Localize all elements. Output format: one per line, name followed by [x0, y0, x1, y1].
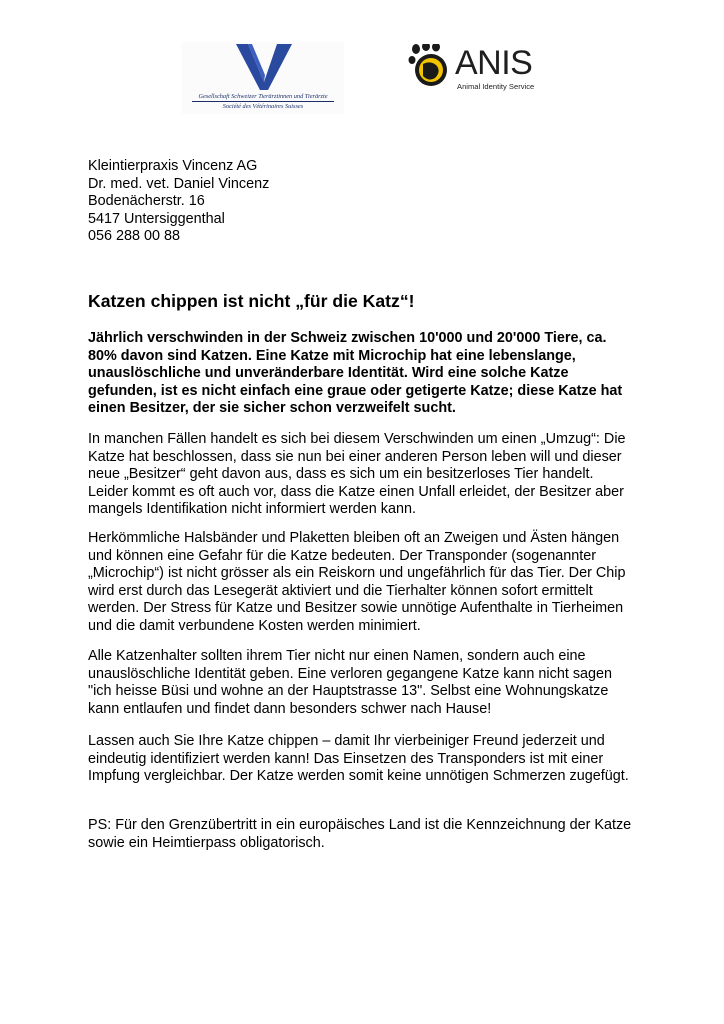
text-line: werden. Der Stress für Katze und Besitzer sowie unnötige Aufenthalte in Tierheimen — [88, 600, 624, 617]
text-line: mangels Identifikation nicht informiert werden kann. — [88, 501, 416, 518]
address-line: 5417 Untersiggenthal — [88, 210, 225, 227]
paw-icon — [407, 44, 457, 90]
text-line: Alle Katzenhalter sollten ihrem Tier nicht nur einen Namen, sondern auch eine — [88, 648, 586, 664]
anis-logo — [407, 42, 541, 94]
body-paragraph — [88, 530, 648, 636]
gst-logo — [182, 42, 344, 114]
anis-tagline: Animal Identity Service — [457, 82, 535, 91]
text-line: und können eine Gefahr für die Katze bedeuten. Der Transponder (sogenannter — [88, 547, 597, 564]
text-line: neue „Besitzer“ geht davon aus, dass es sich um ein besitzerloses Tier handelt. — [88, 466, 594, 483]
text-line: Katze hat beschlossen, dass sie nun bei einer anderen Person leben will und dieser — [88, 448, 622, 465]
text-line: sowie ein Heimtierpass obligatorisch. — [88, 834, 325, 851]
text-line: und die damit verbundene Kosten werden minimiert. — [88, 617, 421, 634]
text-line: Lassen auch Sie Ihre Katze chippen – damit Ihr vierbeiniger Freund jederzeit und — [88, 733, 605, 749]
text-line: In manchen Fällen handelt es sich bei diesem Verschwinden um einen „Umzug“: Die — [88, 431, 626, 447]
text-line: Leider kommt es oft auch vor, dass die Katze einen Unfall erleidet, der Besitzer aber — [88, 483, 624, 500]
sender-address — [88, 158, 269, 246]
address-line: 056 288 00 88 — [88, 228, 181, 245]
lead-paragraph — [88, 330, 648, 418]
text-line: Herkömmliche Halsbänder und Plaketten bleiben oft an Zweigen und Ästen hängen — [88, 530, 620, 546]
text-line: kann entlaufen und findet dann besonders schwer nach Hause! — [88, 700, 492, 717]
body-paragraph — [88, 648, 648, 718]
text-line: einen Besitzer, der sie sicher schon verzweifelt sucht. — [88, 400, 456, 417]
body-paragraph — [88, 733, 648, 786]
postscript — [88, 817, 648, 852]
text-line: PS: Für den Grenzübertritt in ein europäisches Land ist die Kennzeichnung der Katze — [88, 817, 632, 833]
body-paragraph — [88, 431, 648, 519]
address-line: Dr. med. vet. Daniel Vincenz — [88, 175, 270, 192]
text-line: "ich heisse Büsi und wohne an der Hauptstrasse 13". Selbst eine Wohnungskatze — [88, 683, 609, 700]
text-line: eindeutig identifiziert werden kann! Das Einsetzen des Transponders ist mit einer — [88, 750, 604, 767]
text-line: wird erst durch das Lesegerät aktiviert und die Tierhalter können sofort ermittelt — [88, 582, 593, 599]
text-line: Jährlich verschwinden in der Schweiz zwischen 10'000 und 20'000 Tiere, ca. — [88, 330, 607, 346]
text-line: 80% davon sind Katzen. Eine Katze mit Microchip hat eine lebenslange, — [88, 347, 576, 364]
text-line: „Microchip“) ist nicht grösser als ein Reiskorn und ungefährlich für das Tier. Der Chip — [88, 565, 626, 582]
gst-name-fr: Société des Vétérinaires Suisses — [222, 103, 304, 110]
text-line: gefunden, ist es nicht einfach eine graue oder getigerte Katze; diese Katze hat — [88, 382, 623, 399]
address-line: Kleintierpraxis Vincenz AG — [88, 158, 258, 174]
gst-name-de: Gesellschaft Schweizer Tierärztinnen und Tierärzte — [198, 93, 328, 100]
gst-v-mark — [234, 42, 294, 92]
address-line: Bodenächerstr. 16 — [88, 193, 205, 210]
anis-brand: ANIS — [455, 44, 533, 82]
text-line: unauslöschliche Identität geben. Eine verloren gegangene Katze kann nicht sagen — [88, 665, 613, 682]
text-line: Impfung vergleichbar. Der Katze werden somit keine unnötigen Schmerzen zugefügt. — [88, 768, 629, 785]
text-line: unauslöschliche und unveränderbare Identität. Wird eine solche Katze — [88, 365, 569, 382]
document-title: Katzen chippen ist nicht „für die Katz“! — [88, 291, 415, 311]
gst-divider — [192, 101, 334, 102]
